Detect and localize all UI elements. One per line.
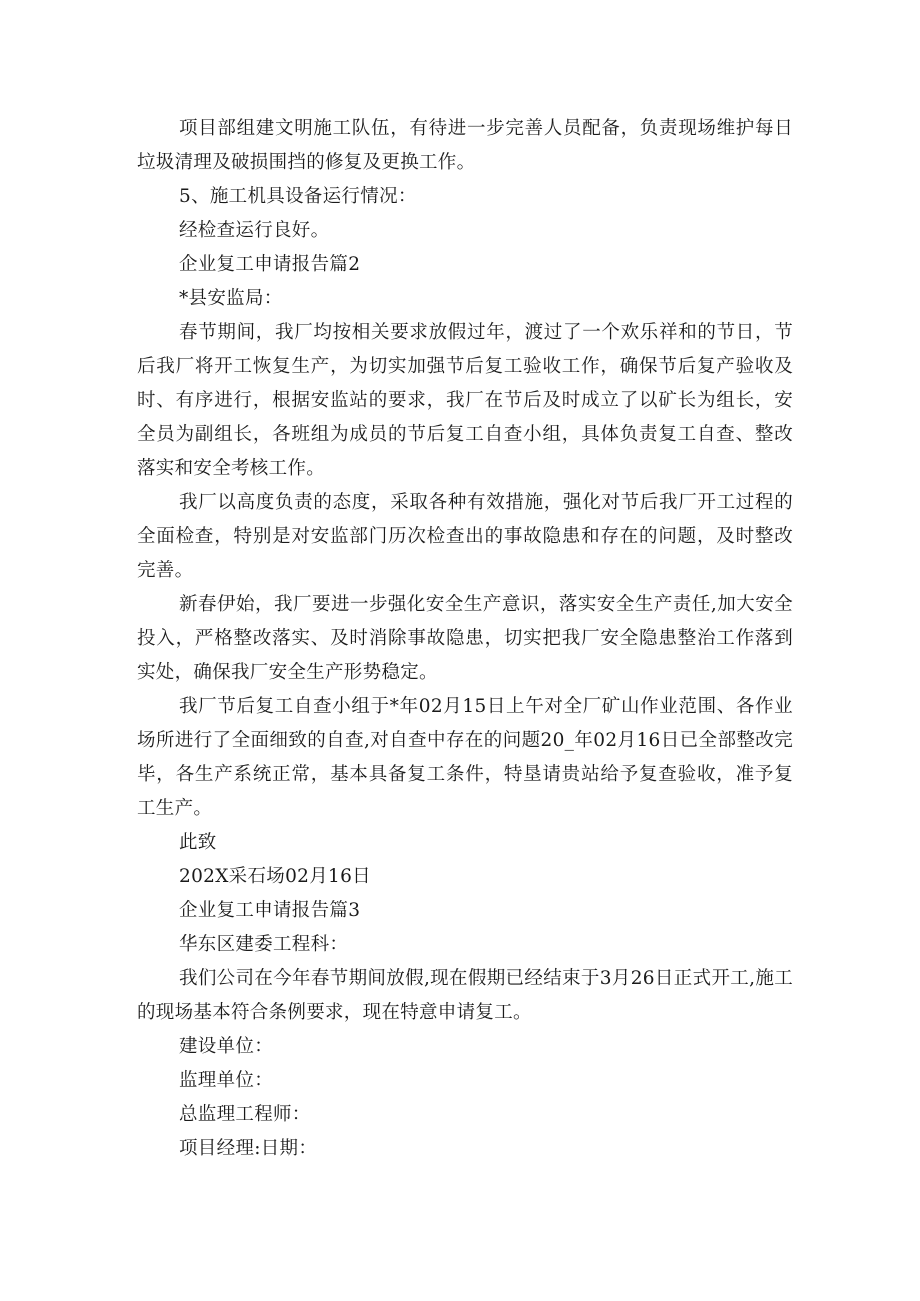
heading-equipment-status: 5、施工机具设备运行情况： bbox=[179, 186, 417, 207]
field-project-manager-date: 项目经理:日期： bbox=[179, 1138, 318, 1159]
paragraph-resume-request: 我们公司在今年春节期间放假,现在假期已经结束于3月26日正式开工,施工的现场基本符合条例要求，现在特意申请复工。 bbox=[137, 968, 793, 1023]
paragraph-spring-festival: 春节期间，我厂均按相关要求放假过年，渡过了一个欢乐祥和的节日，节后我厂将开工恢复生产，为切实加强节后复工验收工作，确保节后复产验收及时、有序进行，根据安监站的要求，我厂在节后及时成立了以矿长为组长，安全员为副组长，各班组为成员的节后复工自查小组，具体负责复工自查、整改落实和安全考核工作。 bbox=[137, 322, 793, 479]
paragraph-new-spring: 新春伊始，我厂要进一步强化安全生产意识，落实安全生产责任,加大安全投入，严格整改落实、及时消除事故隐患，切实把我厂安全隐患整治工作落到实处，确保我厂安全生产形势稳定。 bbox=[137, 594, 793, 683]
paragraph-inspection: 我厂以高度负责的态度，采取各种有效措施，强化对节后我厂开工过程的全面检查，特别是对安监部门历次检查出的事故隐患和存在的问题，及时整改完善。 bbox=[137, 492, 793, 581]
addressee-safety-bureau: *县安监局： bbox=[179, 288, 283, 309]
field-chief-supervisor: 总监理工程师： bbox=[179, 1104, 311, 1125]
paragraph-equipment-result: 经检查运行良好。 bbox=[179, 220, 330, 241]
closing-salutation: 此致 bbox=[179, 832, 217, 853]
field-construction-unit: 建设单位： bbox=[179, 1036, 274, 1057]
section-title-2: 企业复工申请报告篇2 bbox=[179, 254, 361, 275]
signature-date: 202X采石场02月16日 bbox=[179, 866, 371, 887]
paragraph-team: 项目部组建文明施工队伍，有待进一步完善人员配备，负责现场维护每日垃圾清理及破损围挡的修复及更换工作。 bbox=[137, 118, 793, 173]
field-supervision-unit: 监理单位： bbox=[179, 1070, 274, 1091]
paragraph-self-check: 我厂节后复工自查小组于*年02月15日上午对全厂矿山作业范围、各作业场所进行了全面细致的自查,对自查中存在的问题20_年02月16日已全部整改完毕，各生产系统正常，基本具备复工条件，特垦请贵站给予复查验收，准予复工生产。 bbox=[137, 696, 793, 819]
document-body bbox=[137, 112, 793, 1166]
addressee-construction-dept: 华东区建委工程科： bbox=[179, 934, 349, 955]
section-title-3: 企业复工申请报告篇3 bbox=[179, 900, 361, 921]
